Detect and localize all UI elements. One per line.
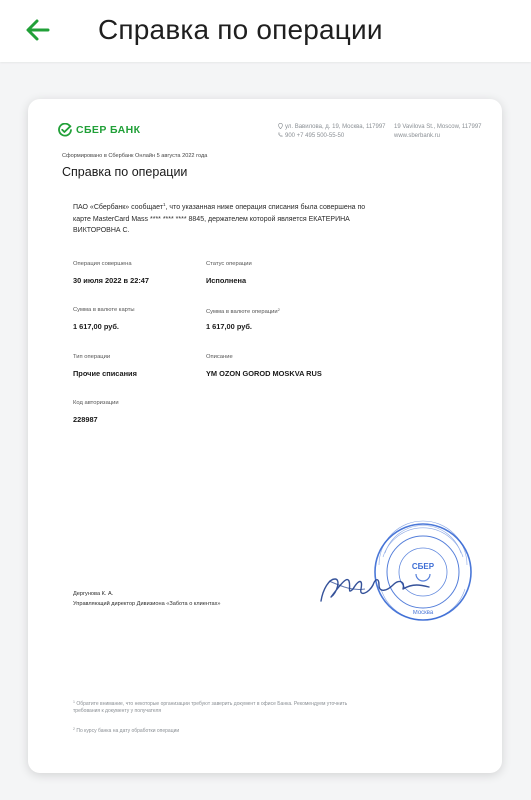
- signer-name: Дергунова К. А.: [73, 591, 114, 597]
- description-value: YM OZON GOROD MOSKVA RUS: [206, 369, 322, 378]
- card-amount-label: Сумма в валюте карты: [73, 307, 135, 313]
- signer-block: [73, 589, 221, 609]
- stamp-city: Москва: [412, 610, 434, 616]
- receipt-document: [28, 99, 502, 773]
- intro-part-2: , что указанная ниже операция списания была совершена по карте MasterCard Mass **** **** **** 8845, держателем которой является ЕКАТЕРИНА ВИКТОРОВНА С.: [73, 204, 366, 234]
- op-type-label: Тип операции: [73, 354, 111, 360]
- status-label: Статус операции: [206, 261, 252, 267]
- document-title: Справка по операции: [62, 165, 188, 179]
- address-ru-street: ул. Вавилова, д. 19, Москва, 117997: [285, 124, 386, 130]
- date-value: 30 июля 2022 в 22:47: [73, 276, 149, 285]
- phone-icon: [278, 132, 283, 137]
- description-label: Описание: [206, 354, 233, 360]
- bank-seal-stamp: [313, 519, 473, 625]
- svg-text:СБЕР: СБЕР: [411, 562, 435, 571]
- status-value: Исполнена: [206, 276, 247, 285]
- back-arrow-icon[interactable]: [22, 14, 54, 46]
- op-amount-label: [206, 307, 280, 315]
- op-type-value: Прочие списания: [73, 369, 137, 378]
- footnote-1-mark: 1: [73, 700, 75, 704]
- address-en: [394, 123, 482, 141]
- sber-logo: [58, 123, 140, 137]
- sber-logo-icon: [58, 123, 72, 137]
- auth-code-value: 228987: [73, 415, 98, 424]
- date-label: Операция совершена: [73, 261, 132, 267]
- card-amount-value: 1 617,00 руб.: [73, 322, 119, 331]
- signer-position: Управляющий директор Дивизиона «Забота о клиентах»: [73, 601, 221, 607]
- footnote-2: [73, 726, 353, 735]
- op-amount-label-text: Сумма в валюте операции: [206, 309, 278, 315]
- footnote-2-text: По курсу банка на дату обработки операции: [76, 728, 180, 734]
- address-ru: [278, 123, 386, 141]
- op-amount-footnote-mark: 2: [277, 307, 280, 312]
- generated-note: Сформировано в Сбербанк Онлайн 5 августа 2022 года: [62, 153, 208, 159]
- footnote-1: [73, 699, 353, 715]
- address-en-street: 19 Vavilova St., Moscow, 117997: [394, 124, 482, 130]
- auth-code-label: Код авторизации: [73, 400, 119, 406]
- footnote-1-text: Обратите внимание, что некоторые организации требуют заверить документ в офисе Банка. Рекомендуем уточнить требования к документу у получателя: [73, 701, 348, 714]
- app-bar: [0, 0, 531, 62]
- page-title: Справка по операции: [98, 14, 383, 45]
- address-ru-phone: 900 +7 495 500-55-50: [285, 133, 345, 139]
- intro-footnote-mark: 1: [163, 202, 166, 207]
- bank-name: СБЕР БАНК: [76, 124, 141, 136]
- intro-text: [73, 199, 373, 237]
- location-pin-icon: [278, 123, 283, 129]
- website-link[interactable]: www.sberbank.ru: [394, 133, 441, 139]
- intro-part-1: ПАО «Сбербанк» сообщает: [73, 204, 164, 211]
- op-amount-value: 1 617,00 руб.: [206, 322, 252, 331]
- footnote-2-mark: 2: [73, 727, 75, 731]
